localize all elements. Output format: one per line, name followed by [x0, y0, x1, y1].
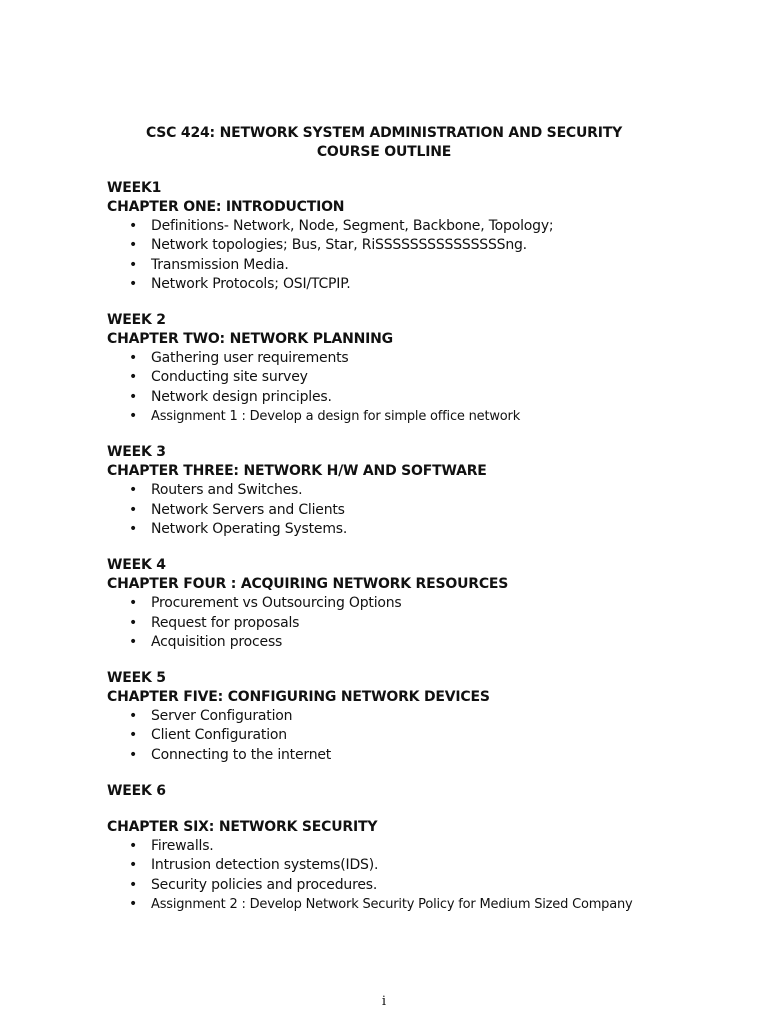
topic-text: Definitions- Network, Node, Segment, Backbone, Topology;	[151, 218, 554, 234]
week-heading: WEEK 5	[107, 670, 166, 687]
chapter-heading: CHAPTER TWO: NETWORK PLANNING	[107, 331, 393, 348]
topic-text: Firewalls.	[151, 838, 214, 855]
week-section-2	[107, 311, 727, 426]
topic-text: Gathering user requirements	[151, 350, 349, 367]
course-title: CSC 424: NETWORK SYSTEM ADMINISTRATION AND SECURITY	[145, 125, 623, 141]
bullet-icon: •	[129, 876, 138, 893]
list-item	[107, 217, 727, 236]
assignment-text: Assignment 2 : Develop Network Security Policy for Medium Sized Company	[151, 896, 633, 912]
list-item	[107, 501, 727, 520]
topic-list	[107, 481, 727, 539]
chapter-heading: CHAPTER FIVE: CONFIGURING NETWORK DEVICES	[107, 689, 490, 706]
bullet-icon: •	[129, 482, 138, 499]
week-heading: WEEK1	[107, 180, 162, 196]
bullet-icon: •	[129, 256, 138, 273]
bullet-icon: •	[129, 501, 138, 518]
list-item	[107, 614, 727, 633]
bullet-icon: •	[129, 727, 138, 744]
topic-text: Procurement vs Outsourcing Options	[151, 595, 402, 612]
bullet-icon: •	[129, 895, 138, 912]
topic-text: Server Configuration	[151, 708, 293, 725]
week-section-4	[107, 556, 727, 652]
list-item	[107, 746, 727, 765]
list-item	[107, 236, 727, 255]
week-heading: WEEK 4	[107, 557, 166, 574]
list-item	[107, 368, 727, 387]
bullet-icon: •	[129, 369, 138, 386]
week-heading: WEEK 3	[107, 444, 166, 461]
document-subtitle: COURSE OUTLINE	[316, 144, 452, 160]
list-item	[107, 594, 727, 613]
list-item	[107, 349, 727, 368]
bullet-icon: •	[129, 746, 138, 763]
chapter-heading: CHAPTER ONE: INTRODUCTION	[107, 199, 345, 215]
topic-text: Network topologies; Bus, Star, RiSSSSSSSSSSSSSSSng.	[151, 237, 527, 254]
topic-text: Security policies and procedures.	[151, 876, 378, 893]
bullet-icon: •	[129, 218, 138, 234]
list-item	[107, 520, 727, 539]
page-number: i	[381, 994, 387, 1009]
week-heading: WEEK 6	[107, 783, 166, 800]
week-section-5	[107, 669, 727, 765]
bullet-icon: •	[129, 614, 138, 631]
topic-text: Client Configuration	[151, 727, 287, 744]
bullet-icon: •	[129, 838, 138, 855]
bullet-icon: •	[129, 350, 138, 367]
topic-text: Request for proposals	[151, 614, 300, 631]
title-block	[0, 124, 768, 162]
topic-list	[107, 349, 727, 426]
list-item	[107, 837, 727, 856]
list-item	[107, 407, 727, 426]
list-item	[107, 633, 727, 652]
week-section-1	[107, 179, 727, 294]
topic-text: Connecting to the internet	[151, 746, 332, 763]
bullet-icon: •	[129, 237, 138, 254]
chapter-heading: CHAPTER THREE: NETWORK H/W AND SOFTWARE	[107, 463, 487, 480]
topic-list	[107, 594, 727, 652]
list-item	[107, 388, 727, 407]
list-item	[107, 275, 727, 294]
topic-text: Transmission Media.	[151, 256, 289, 273]
week-section-3	[107, 443, 727, 539]
chapter-heading: CHAPTER SIX: NETWORK SECURITY	[107, 819, 378, 836]
list-item	[107, 481, 727, 500]
bullet-icon: •	[129, 388, 138, 405]
topic-text: Network Protocols; OSI/TCPIP.	[151, 275, 351, 292]
topic-text: Network Operating Systems.	[151, 520, 348, 537]
topic-list	[107, 707, 727, 765]
topic-text: Network design principles.	[151, 388, 332, 405]
list-item	[107, 256, 727, 275]
list-item	[107, 895, 727, 914]
week-heading: WEEK 2	[107, 312, 166, 329]
bullet-icon: •	[129, 857, 138, 874]
list-item	[107, 856, 727, 875]
chapter-heading: CHAPTER FOUR : ACQUIRING NETWORK RESOURCES	[107, 576, 509, 593]
list-item	[107, 707, 727, 726]
topic-text: Routers and Switches.	[151, 482, 303, 499]
bullet-icon: •	[129, 633, 138, 650]
bullet-icon: •	[129, 408, 138, 425]
course-outline	[107, 179, 727, 931]
list-item	[107, 876, 727, 895]
bullet-icon: •	[129, 595, 138, 612]
topic-text: Conducting site survey	[151, 369, 308, 386]
bullet-icon: •	[129, 275, 138, 292]
bullet-icon: •	[129, 708, 138, 725]
topic-list	[107, 837, 727, 914]
list-item	[107, 726, 727, 745]
assignment-text: Assignment 1 : Develop a design for simple office network	[151, 409, 521, 425]
bullet-icon: •	[129, 520, 138, 537]
topic-text: Network Servers and Clients	[151, 501, 345, 518]
week-section-6	[107, 782, 727, 914]
topic-list	[107, 217, 727, 294]
topic-text: Acquisition process	[151, 633, 283, 650]
topic-text: Intrusion detection systems(IDS).	[151, 857, 379, 874]
